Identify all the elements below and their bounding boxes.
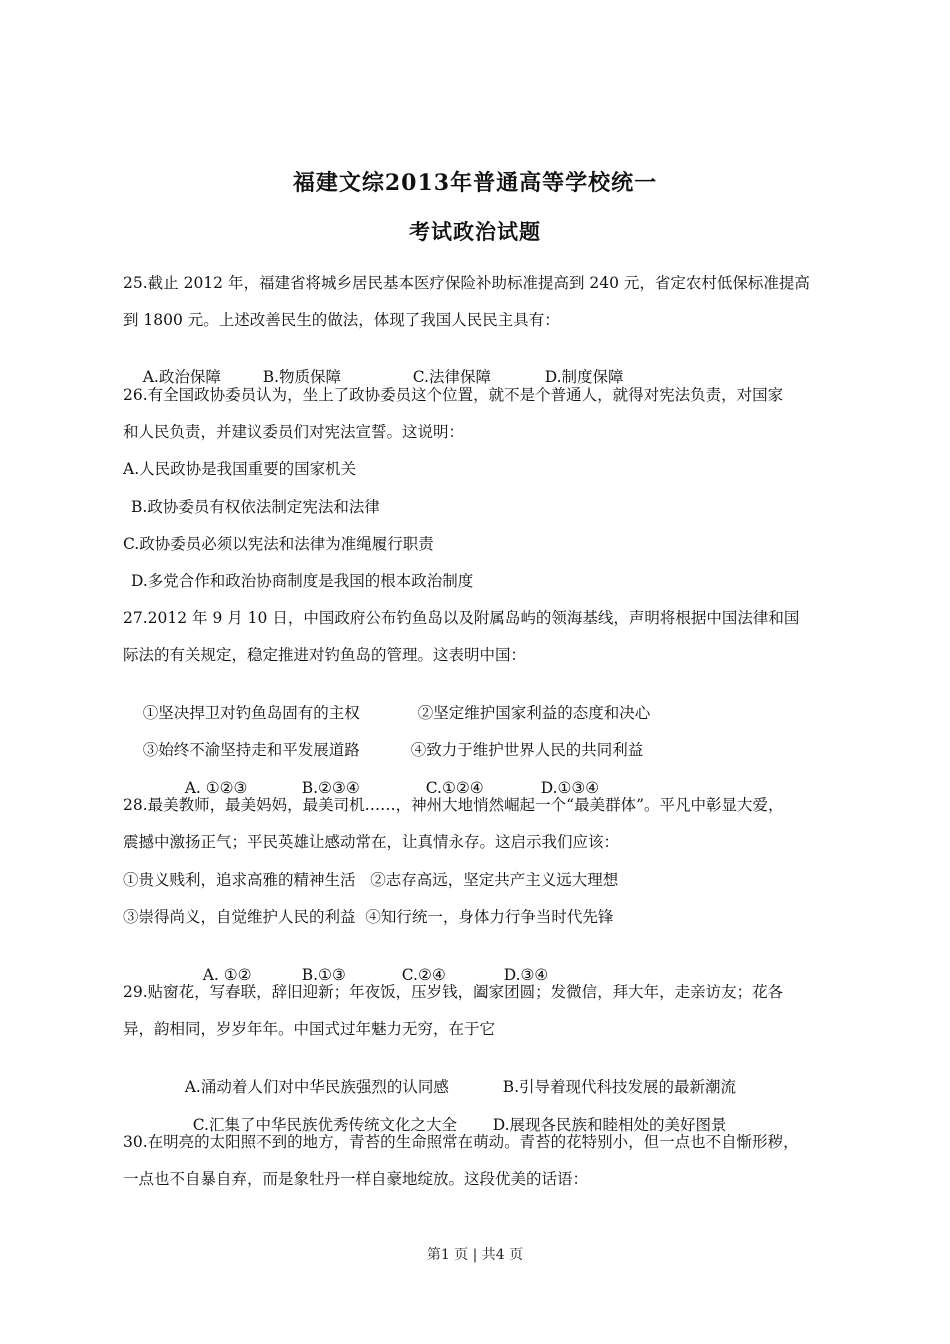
q28-stem-line1: 28.最美教师，最美妈妈，最美司机……，神州大地悄然崛起一个“最美群体”。平凡中彰显大爱， [123,796,784,814]
q27-option-c: C.①②④ [425,779,484,797]
q30-stem-line2: 一点也不自暴自弃，而是象牡丹一样自豪地绽放。这段优美的话语： [123,1170,589,1188]
q29-option-b: B.引导着现代科技发展的最新潮流 [502,1078,737,1096]
q25-option-d: D.制度保障 [544,368,624,386]
q27-option-b: B.②③④ [301,779,360,797]
q29-option-a: A.涌动着人们对中华民族强烈的认同感 [184,1078,449,1096]
q27-item-2: ②坚定维护国家利益的态度和决心 [417,704,651,722]
page-subtitle: 考试政治试题 [409,219,541,244]
q26-stem-line1: 26.有全国政协委员认为，坐上了政协委员这个位置，就不是个普通人，就得对宪法负责，对国家 [123,386,784,404]
q26-option-c: C.政协委员必须以宪法和法律为准绳履行职责 [123,535,434,553]
q27-option-d: D.①③④ [540,779,600,797]
q28-option-c: C.②④ [401,966,446,984]
q26-option-b: B.政协委员有权依法制定宪法和法律 [131,498,380,516]
q29-option-c: C.汇集了中华民族优秀传统文化之大全 [192,1116,457,1134]
page-number-footer: 第1 页 | 共4 页 [426,1247,524,1263]
q26-option-a: A.人民政协是我国重要的国家机关 [123,460,357,478]
q25-stem-line2: 到 1800 元。上述改善民生的做法，体现了我国人民民主具有： [123,311,560,329]
q29-stem-line2: 异，韵相同，岁岁年年。中国式过年魅力无穷，在于它 [123,1020,496,1038]
q26-stem-line2: 和人民负责，并建议委员们对宪法宣誓。这说明： [123,423,465,441]
q25-stem-line1: 25.截止 2012 年，福建省将城乡居民基本医疗保险补助标准提高到 240 元，省定农村低保标准提高 [123,274,810,292]
q25-option-a: A.政治保障 [142,368,221,386]
q28-option-d: D.③④ [503,966,549,984]
q27-stem-line1: 27.2012 年 9 月 10 日，中国政府公布钓鱼岛以及附属岛屿的领海基线，声明将根据中国法律和国 [123,609,800,627]
q26-option-d: D.多党合作和政治协商制度是我国的根本政治制度 [131,572,474,590]
q28-items-row2: ③崇得尚义，自觉维护人民的利益 ④知行统一，身体力行争当时代先锋 [123,908,614,926]
q28-items-row1: ①贵义贱利，追求高雅的精神生活 ②志存高远，坚定共产主义远大理想 [123,871,619,889]
q27-item-3: ③始终不渝坚持走和平发展道路 [142,741,360,759]
q25-option-b: B.物质保障 [262,368,342,386]
q28-stem-line2: 震撼中激扬正气；平民英雄让感动常在，让真情永存。这启示我们应该： [123,833,620,851]
q27-stem-line2: 际法的有关规定，稳定推进对钓鱼岛的管理。这表明中国： [123,646,527,664]
q27-item-1: ①坚决捍卫对钓鱼岛固有的主权 [142,704,360,722]
q27-option-a: A. ①②③ [184,779,248,797]
page-title: 福建文综2013年普通高等学校统一 [292,170,658,196]
q27-item-4: ④致力于维护世界人民的共同利益 [410,741,644,759]
q29-stem-line1: 29.贴窗花，写春联，辞旧迎新；年夜饭，压岁钱，阖家团圆；发微信，拜大年，走亲访友；花各 [123,983,784,1001]
q28-option-a: A. ①② [202,966,252,984]
q30-stem-line1: 30.在明亮的太阳照不到的地方，青苔的生命照常在萌动。青苔的花特别小，但一点也不自惭形秽， [123,1133,799,1151]
q29-option-d: D.展现各民族和睦相处的美好图景 [492,1116,727,1134]
q25-option-c: C.法律保障 [412,368,491,386]
q28-option-b: B.①③ [301,966,346,984]
